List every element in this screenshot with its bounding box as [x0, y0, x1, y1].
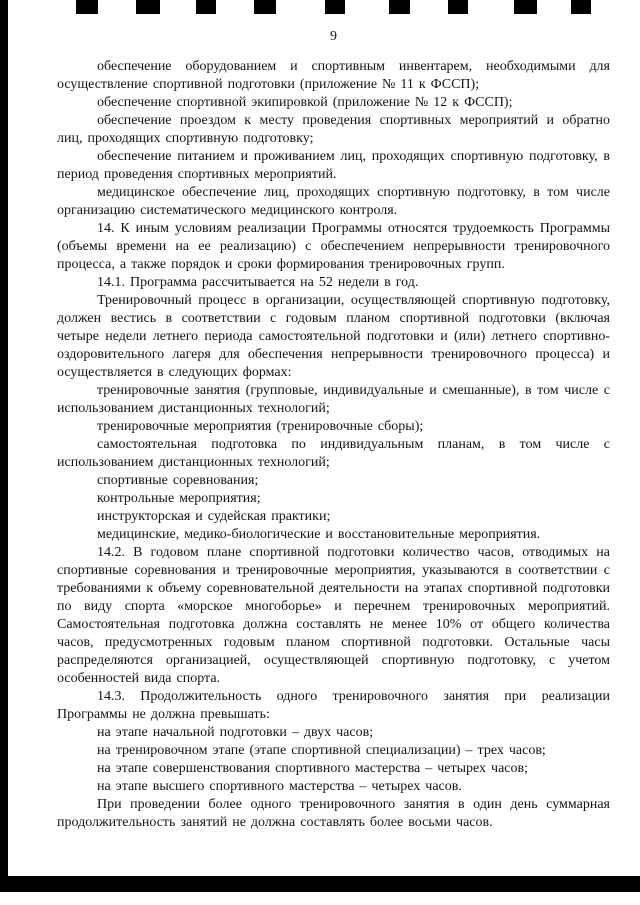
scan-artifact-mark — [196, 0, 216, 14]
paragraph: на тренировочном этапе (этапе спортивной специализации) – трех часов; — [97, 743, 546, 758]
paragraph: обеспечение оборудованием и спортивным инвентарем, необходимыми для осуществление спортивной подготовки (приложение № 11 к ФССП); — [57, 59, 610, 92]
paragraph: медицинские, медико-биологические и восстановительные мероприятия. — [97, 527, 541, 542]
page-number: 9 — [330, 29, 337, 44]
paragraph: обеспечение спортивной экипировкой (приложение № 12 к ФССП); — [97, 95, 513, 110]
paragraph: на этапе высшего спортивного мастерства – четырех часов. — [97, 779, 462, 794]
paragraph: 14.3. Продолжительность одного тренировочного занятия при реализации Программы не должна превышать: — [57, 689, 610, 722]
paragraph: тренировочные мероприятия (тренировочные сборы); — [97, 419, 424, 434]
paragraph: При проведении более одного тренировочного занятия в один день суммарная продолжительность занятий не должна составлять более восьми часов. — [57, 797, 610, 830]
scan-artifact-mark — [448, 0, 468, 14]
paragraph: на этапе начальной подготовки – двух часов; — [97, 725, 374, 740]
paragraph: тренировочные занятия (групповые, индивидуальные и смешанные), в том числе с использованием дистанционных технологий; — [57, 383, 610, 416]
paragraph: обеспечение питанием и проживанием лиц, проходящих спортивную подготовку, в период проведения спортивных мероприятий. — [57, 149, 610, 182]
scan-artifact-bottom-bar — [0, 876, 640, 892]
scan-artifact-mark — [514, 0, 537, 14]
scan-artifact-mark — [76, 0, 98, 14]
document-content — [57, 58, 610, 832]
paragraph: 14.2. В годовом плане спортивной подготовки количество часов, отводимых на спортивные соревнования и тренировочные мероприятия, указываются в соответствии с требованиями к объему соревновательной деятельности на этапах спортивной подготовки по виду спорта «морское многоборье» и перечнем тренировочных мероприятий. Самостоятельная подготовка должна составлять не менее 10% от общего количества часов, предусмотренных годовым планом спортивной подготовки. Остальные часы распределяются организацией, осуществляющей спортивную подготовку, с учетом особенностей вида спорта. — [57, 545, 610, 686]
paragraph: инструкторская и судейская практики; — [97, 509, 331, 524]
paragraph: Тренировочный процесс в организации, осуществляющей спортивную подготовку, должен вестись в соответствии с годовым планом спортивной подготовки (включая четыре недели летнего периода самостоятельной подготовки и (или) летнего спортивно-оздоровительного лагеря для обеспечения непрерывности тренировочного процесса) и осуществляется в следующих формах: — [57, 293, 610, 380]
scan-artifact-left-bar — [0, 0, 8, 877]
scan-artifact-mark — [325, 0, 345, 14]
paragraph: 14. К иным условиям реализации Программы относятся трудоемкость Программы (объемы времени на ее реализацию) с обеспечением непрерывности тренировочного процесса, а также порядок и сроки формирования тренировочных групп. — [57, 221, 610, 272]
scan-artifact-mark — [389, 0, 410, 14]
paragraph: медицинское обеспечение лиц, проходящих спортивную подготовку, в том числе организацию систематического медицинского контроля. — [57, 185, 610, 218]
scan-artifact-mark — [136, 0, 160, 14]
paragraph: спортивные соревнования; — [97, 473, 259, 488]
scan-artifact-mark — [571, 0, 591, 14]
paragraph: самостоятельная подготовка по индивидуальным планам, в том числе с использованием дистанционных технологий; — [57, 437, 610, 470]
paragraph: обеспечение проездом к месту проведения спортивных мероприятий и обратно лиц, проходящих спортивную подготовку; — [57, 113, 610, 146]
paragraph: контрольные мероприятия; — [97, 491, 261, 506]
paragraph: 14.1. Программа рассчитывается на 52 недели в год. — [97, 275, 419, 290]
paragraph: на этапе совершенствования спортивного мастерства – четырех часов; — [97, 761, 528, 776]
scan-artifact-mark — [254, 0, 276, 14]
